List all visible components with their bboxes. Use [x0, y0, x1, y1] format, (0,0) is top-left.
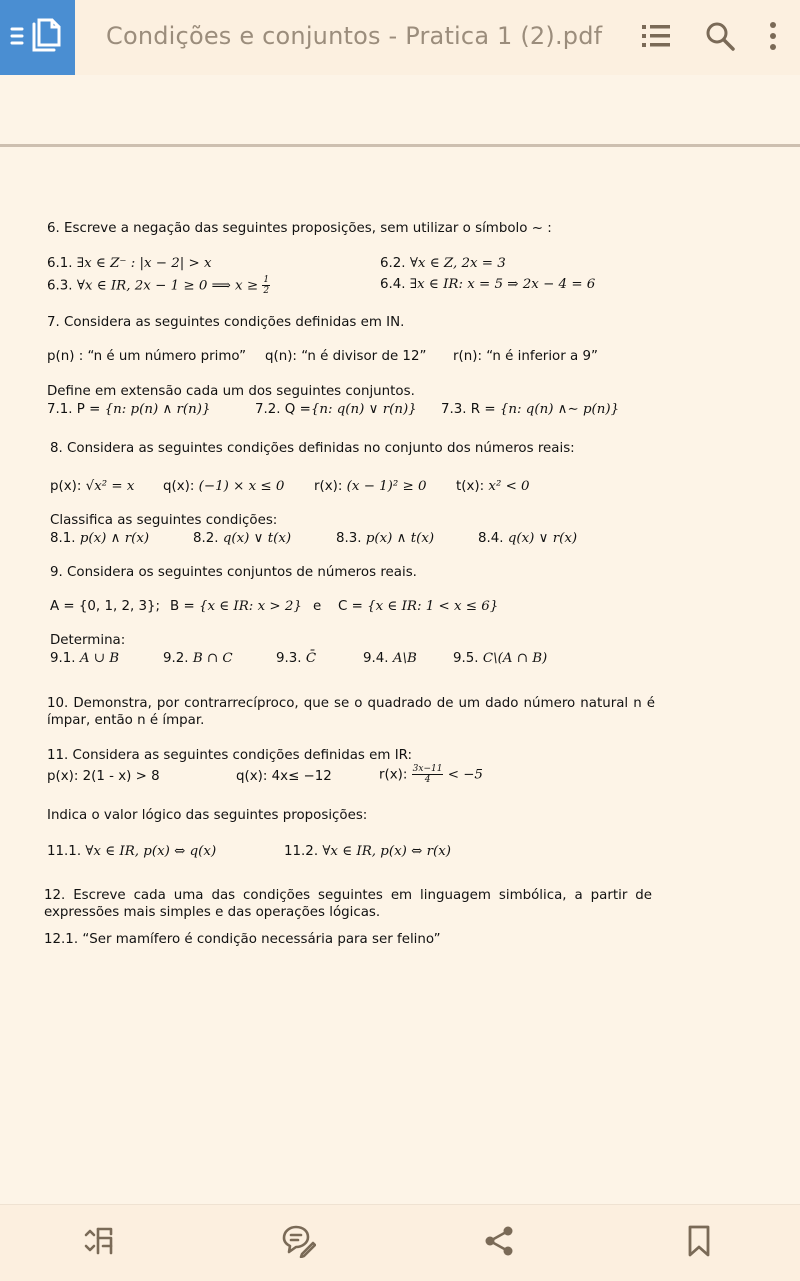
app-bar [0, 0, 800, 75]
documents-icon [10, 16, 66, 60]
q6-heading: 6. Escreve a negação das seguintes proposições, sem utilizar o símbolo ~ : [47, 221, 552, 236]
document-title: Condições e conjuntos - Pratica 1 (2).pdf [106, 22, 603, 50]
share-button[interactable] [481, 1225, 517, 1261]
q8-heading: 8. Considera as seguintes condições definidas no conjunto dos números reais: [50, 441, 575, 456]
q9-set-a: A = {0, 1, 2, 3}; [50, 599, 161, 614]
q6-item-1: 6.1. ∃x ∈ Z⁻ : |x − 2| > x [47, 256, 212, 271]
q11-item-1: 11.1. ∀x ∈ IR, p(x) ⇔ q(x) [47, 844, 217, 859]
q8-condition-p: p(x): √x² = x [50, 479, 135, 494]
q7-condition-r: r(n): “n é inferior a 9” [453, 349, 598, 364]
search-icon [705, 21, 735, 55]
more-options-button[interactable] [755, 20, 791, 56]
fraction: $\frac{3x-11}{4}$ [412, 764, 443, 785]
q7-condition-q: q(n): “n é divisor de 12” [265, 349, 427, 364]
q7-item-3: 7.3. R = {n: q(n) ∧∼ p(n)} [441, 402, 620, 417]
q9-item-1: 9.1. A ∪ B [50, 651, 120, 666]
q7-define: Define em extensão cada um dos seguintes conjuntos. [47, 384, 415, 399]
q6-item-4: 6.4. ∃x ∈ IR: x = 5 ⇒ 2x − 4 = 6 [380, 277, 596, 292]
toc-button[interactable] [638, 20, 674, 56]
q9-item-3: 9.3. C̄ [276, 651, 317, 666]
q7-condition-p: p(n) : “n é um número primo” [47, 349, 247, 364]
q8-classify: Classifica as seguintes condições: [50, 513, 278, 528]
q10-text: 10. Demonstra, por contrarrecíproco, que se o quadrado de um dado número natural n é ímpar, então n é ímpar. [47, 696, 655, 728]
q9-item-4: 9.4. A\B [363, 651, 417, 666]
q8-condition-t: t(x): x² < 0 [456, 479, 530, 494]
search-button[interactable] [702, 20, 738, 56]
q8-item-2: 8.2. q(x) ∨ t(x) [193, 531, 292, 546]
annotate-icon [280, 1224, 316, 1262]
q9-item-2: 9.2. B ∩ C [163, 651, 233, 666]
page-jump-icon [83, 1224, 117, 1262]
previous-page-end [0, 75, 800, 145]
q11-item-2: 11.2. ∀x ∈ IR, p(x) ⇔ r(x) [284, 844, 451, 859]
q7-item-1: 7.1. P = {n: p(n) ∧ r(n)} [47, 402, 211, 417]
q11-condition-q: q(x): 4x≤ −12 [236, 769, 332, 784]
annotate-button[interactable] [280, 1225, 316, 1261]
q7-heading: 7. Considera as seguintes condições definidas em IN. [47, 315, 405, 330]
pdf-page[interactable] [0, 147, 800, 1204]
q6-item-2: 6.2. ∀x ∈ Z, 2x = 3 [380, 256, 506, 271]
q11-condition-r: r(x): $\frac{3x-11}{4}$ < −5 [379, 764, 483, 785]
q8-item-4: 8.4. q(x) ∨ r(x) [478, 531, 578, 546]
q8-condition-q: q(x): (−1) × x ≤ 0 [163, 479, 285, 494]
page-jump-button[interactable] [82, 1225, 118, 1261]
list-icon [641, 23, 671, 53]
q8-item-3: 8.3. p(x) ∧ t(x) [336, 531, 435, 546]
q11-indicate: Indica o valor lógico das seguintes proposições: [47, 808, 368, 823]
q8-condition-r: r(x): (x − 1)² ≥ 0 [314, 479, 427, 494]
q9-item-5: 9.5. C\(A ∩ B) [453, 651, 548, 666]
q6-item-3: 6.3. ∀x ∈ IR, 2x − 1 ≥ 0 ⟹ x ≥ $\frac{1}{2}$ [47, 275, 270, 296]
q11-heading: 11. Considera as seguintes condições definidas em IR: [47, 748, 413, 763]
bottom-toolbar [0, 1204, 800, 1281]
documents-button[interactable] [0, 0, 75, 75]
bookmark-icon [687, 1225, 711, 1261]
q12-text: 12. Escreve cada uma das condições seguintes em linguagem simbólica, a partir de expressões mais simples e das operações lógicas. [44, 888, 652, 920]
q11-condition-p: p(x): 2(1 - x) > 8 [47, 769, 160, 784]
fraction: $\frac{1}{2}$ [263, 275, 270, 296]
q9-set-c: C = {x ∈ IR: 1 < x ≤ 6} [338, 599, 499, 614]
more-vert-icon [768, 21, 778, 55]
bookmark-button[interactable] [681, 1225, 717, 1261]
q9-determine: Determina: [50, 633, 126, 648]
q12-item-1: 12.1. “Ser mamífero é condição necessária para ser felino” [44, 932, 441, 947]
q9-set-b: B = {x ∈ IR: x > 2} [170, 599, 302, 614]
q9-heading: 9. Considera os seguintes conjuntos de números reais. [50, 565, 417, 580]
q8-item-1: 8.1. p(x) ∧ r(x) [50, 531, 150, 546]
q7-item-2: 7.2. Q ={n: q(n) ∨ r(n)} [255, 402, 417, 417]
q9-conjunction: e [313, 599, 322, 614]
share-icon [483, 1225, 515, 1261]
